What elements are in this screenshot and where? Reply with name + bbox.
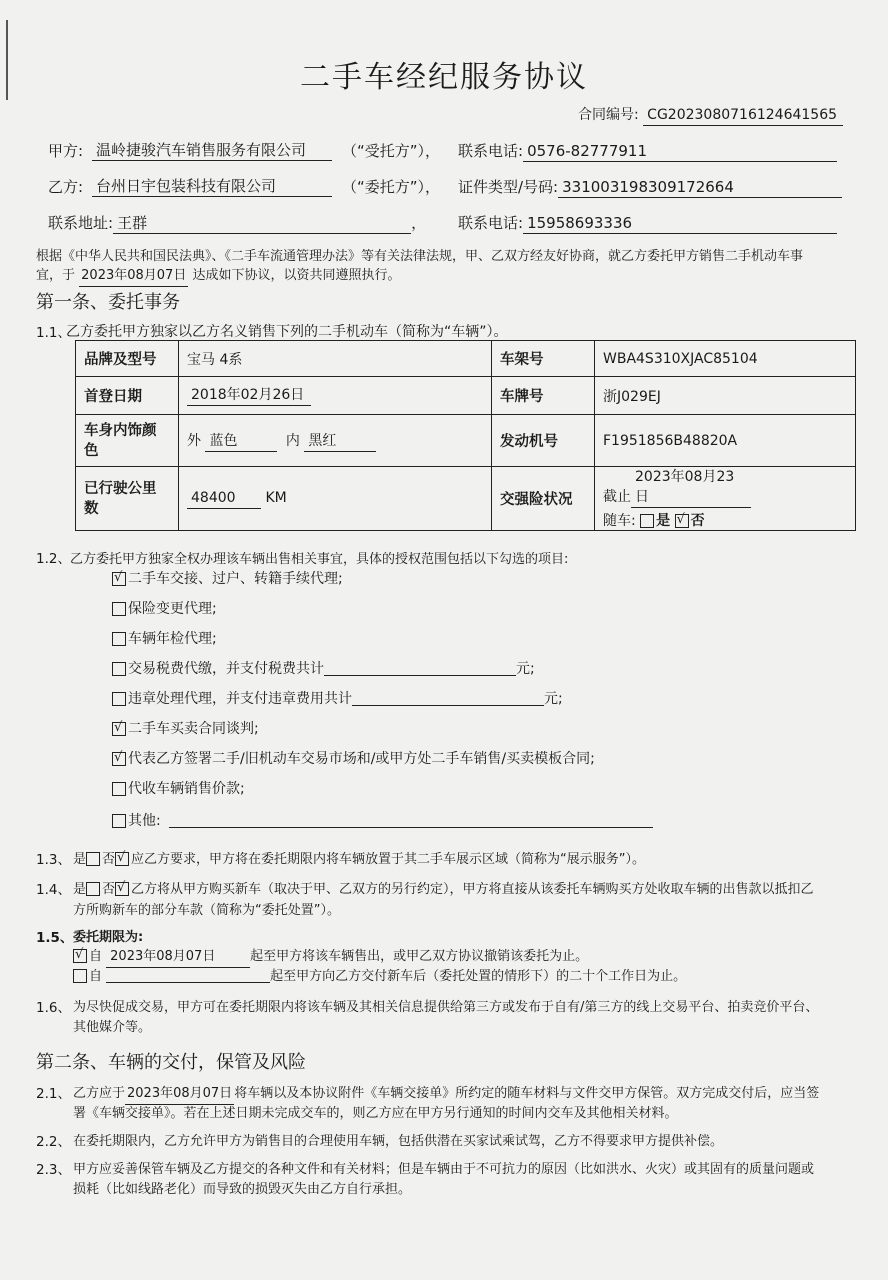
clause-1-1-text: 乙方委托甲方独家以乙方名义销售下列的二手机动车（简称为“车辆”）。 — [66, 324, 508, 340]
auth-checkbox-3 — [112, 632, 126, 646]
insurance-value: 截止2023年08月23日 随车: 是 √ 否 — [595, 467, 856, 531]
clause-1-3-num: 1.3、 — [36, 852, 71, 868]
insurance-label: 交强险状况 — [492, 467, 595, 531]
party-b-name: 台州日宇包装科技有限公司 — [92, 176, 332, 197]
auth-item-2[interactable]: 保险变更代理; — [112, 598, 217, 618]
auth-checkbox-4 — [112, 662, 126, 676]
insurance-no-checkbox[interactable] — [675, 514, 689, 528]
clause-2-1-num: 2.1、 — [36, 1086, 71, 1102]
auth-item-7[interactable]: √代表乙方签署二手/旧机动车交易市场和/或甲方处二手车销售/买卖模板合同; — [112, 748, 595, 768]
clause-1-4-num: 1.4、 — [36, 882, 71, 898]
auth-item-6[interactable]: √二手车买卖合同谈判; — [112, 718, 259, 738]
auth-item-8[interactable]: 代收车辆销售价款; — [112, 778, 245, 798]
clause-1-5-option-1: √自 2023年08月07日 起至甲方将该车辆售出，或甲乙双方协议撤销该委托为止。 — [73, 945, 588, 968]
auth-checkbox-7 — [112, 752, 126, 766]
party-b-label: 乙方: — [48, 178, 84, 196]
plate-value: 浙J029EJ — [595, 377, 856, 415]
clause-1-2-num: 1.2、 — [36, 551, 71, 567]
clause-1-3-text: 是 否√ 应乙方要求，甲方将在委托期限内将车辆放置于其二手车展示区域（简称为“展示服务”）。 — [73, 848, 645, 867]
contract-number: 合同编号: CG2023080716124641565 — [578, 104, 843, 126]
party-a-label: 甲方: — [48, 142, 84, 160]
auth-checkbox-5 — [112, 692, 126, 706]
party-a-role: （“受托方”）， — [342, 142, 441, 160]
clause-1-3-no-checkbox[interactable] — [115, 852, 129, 866]
auth-checkbox-2 — [112, 602, 126, 616]
clause-2-2-num: 2.2、 — [36, 1134, 71, 1150]
clause-1-3-yes-checkbox[interactable] — [86, 852, 100, 866]
clause-2-1-line-1: 乙方应于 2023年08月07日 将车辆以及本协议附件《车辆交接单》所约定的随车材料与文件交甲方保管。双方完成交付后，应当签 — [73, 1082, 819, 1105]
clause-1-2-text: 乙方委托甲方独家全权办理该车辆出售相关事宜，具体的授权范围包括以下勾选的项目: — [70, 552, 569, 567]
mileage-value: 48400 KM — [179, 467, 492, 531]
clause-2-3-line-1: 甲方应妥善保管车辆及乙方提交的各种文件和有关材料；但是车辆由于不可抗力的原因（比如洪水、火灾）或其固有的质量问题或 — [73, 1162, 815, 1177]
clause-2-3-num: 2.3、 — [36, 1162, 71, 1178]
auth-item-5[interactable]: 违章处理代理，并支付违章费用共计 元; — [112, 688, 563, 708]
clause-1-5-title: 委托期限为: — [73, 930, 144, 945]
engine-label: 发动机号 — [492, 415, 595, 467]
engine-value: F1951856B48820A — [595, 415, 856, 467]
clause-2-1-line-2: 署《车辆交接单》。若在上述日期未完成交车的，则乙方应在甲方另行通知的时间内交车及其他相关材料。 — [73, 1106, 678, 1121]
auth-item-4[interactable]: 交易税费代缴，并支付税费共计 元; — [112, 658, 535, 678]
plate-label: 车牌号 — [492, 377, 595, 415]
section-2-title: 第二条、车辆的交付，保管及风险 — [36, 1052, 306, 1073]
clause-1-6-line-1: 为尽快促成交易，甲方可在委托期限内将该车辆及其相关信息提供给第三方或发布于自有/第三方的线上交易平台、拍卖竞价平台、 — [73, 1000, 819, 1015]
party-a-name: 温岭捷骏汽车销售服务有限公司 — [92, 140, 332, 161]
auth-checkbox-1 — [112, 572, 126, 586]
intro-line-2: 宜，于 2023年08月07日 达成如下协议，以资共同遵照执行。 — [36, 264, 400, 287]
clause-2-2-text: 在委托期限内，乙方允许甲方为销售目的合理使用车辆，包括供潜在买家试乘试驾，乙方不得要求甲方提供补偿。 — [73, 1134, 724, 1149]
intro-line-1: 根据《中华人民共和国民法典》、《二手车流通管理办法》等有关法律法规，甲、乙双方经友好协商，就乙方委托甲方销售二手机动车事 — [36, 249, 804, 264]
vin-label: 车架号 — [492, 341, 595, 377]
auth-item-9[interactable]: 其他: — [112, 810, 653, 830]
mileage-label: 已行驶公里数 — [76, 467, 179, 531]
clause-1-5-num: 1.5、 — [36, 930, 74, 946]
vin-value: WBA4S310XJAC85104 — [595, 341, 856, 377]
period-option-1-checkbox[interactable] — [73, 949, 87, 963]
auth-item-1[interactable]: √二手车交接、过户、转籍手续代理; — [112, 568, 343, 588]
color-label: 车身内饰颜色 — [76, 415, 179, 467]
section-1-title: 第一条、委托事务 — [36, 292, 180, 313]
clause-1-4-no-checkbox[interactable] — [115, 882, 129, 896]
clause-1-1-num: 1.1、 — [36, 325, 71, 341]
document-title: 二手车经纪服务协议 — [300, 60, 588, 95]
contact-address: 联系地址: 王群 ， — [48, 214, 427, 232]
clause-1-6-line-2: 其他媒介等。 — [73, 1020, 152, 1035]
auth-checkbox-8 — [112, 782, 126, 796]
party-b-role: （“委托方”）， — [342, 178, 441, 196]
clause-1-5-option-2: 自 起至甲方向乙方交付新车后（委托处置的情形下）的二十个工作日为止。 — [73, 965, 686, 984]
brand-value: 宝马 4系 — [179, 341, 492, 377]
clause-1-4-yes-checkbox[interactable] — [86, 882, 100, 896]
clause-2-3-line-2: 损耗（比如线路老化）而导致的损毁灭失由乙方自行承担。 — [73, 1182, 412, 1197]
clause-1-4-line-2: 方所购新车的部分车款（简称为“委托处置”）。 — [73, 903, 340, 918]
contact-phone: 联系电话: 15958693336 — [458, 212, 837, 234]
period-option-2-checkbox[interactable] — [73, 969, 87, 983]
vehicle-table — [75, 340, 856, 531]
reg-date-label: 首登日期 — [76, 377, 179, 415]
party-b-id: 证件类型/号码: 331003198309172664 — [458, 176, 842, 198]
clause-1-6-num: 1.6、 — [36, 1000, 71, 1016]
insurance-yes-checkbox[interactable] — [640, 514, 654, 528]
clause-1-4-line-1: 是 否√ 乙方将从甲方购买新车（取决于甲、乙双方的另行约定），甲方将直接从该委托车辆购买方处收取车辆的出售款以抵扣乙 — [73, 878, 814, 897]
auth-item-3[interactable]: 车辆年检代理; — [112, 628, 217, 648]
color-value: 外 蓝色 内 黑红 — [179, 415, 492, 467]
auth-checkbox-6 — [112, 722, 126, 736]
party-a-phone: 联系电话: 0576-82777911 — [458, 140, 837, 162]
auth-checkbox-9 — [112, 814, 126, 828]
brand-label: 品牌及型号 — [76, 341, 179, 377]
reg-date-value: 2018年02月26日 — [179, 377, 492, 415]
